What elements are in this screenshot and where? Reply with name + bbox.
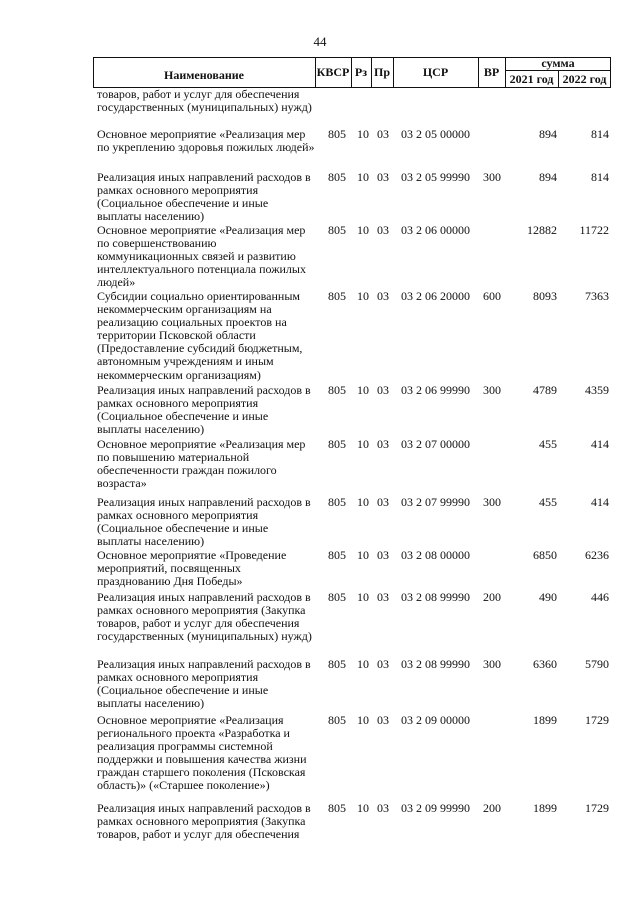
header-vr: ВР bbox=[483, 64, 500, 79]
row-rz: 10 bbox=[357, 437, 369, 451]
page-number: 44 bbox=[313, 34, 327, 49]
row-kvsr: 805 bbox=[328, 801, 346, 815]
row-s2021: 894 bbox=[539, 170, 557, 184]
row-rz: 10 bbox=[357, 657, 369, 671]
table-row bbox=[93, 224, 611, 289]
row-csr: 03 2 05 00000 bbox=[401, 127, 470, 141]
header-name: Наименование bbox=[164, 67, 244, 82]
row-name: Реализация иных направлений расходов в рамках основного мероприятия (Социальное обеспечение и иные выплаты населению) bbox=[97, 495, 311, 549]
row-csr: 03 2 06 99990 bbox=[401, 383, 470, 397]
row-csr: 03 2 08 00000 bbox=[401, 548, 470, 562]
row-pr: 03 bbox=[377, 548, 389, 562]
row-kvsr: 805 bbox=[328, 713, 346, 727]
table-row bbox=[93, 290, 611, 382]
row-s2022: 6236 bbox=[585, 548, 609, 562]
row-name: Субсидии социально ориентированным некоммерческим организациям на реализацию социальных проектов на территории Псковской области (Предоставление субсидий бюджетным, автономным учреждениям и иным некоммерческим организациям) bbox=[97, 289, 303, 382]
row-pr: 03 bbox=[377, 289, 389, 303]
row-rz: 10 bbox=[357, 713, 369, 727]
header-sum: сумма bbox=[541, 56, 575, 70]
row-s2021: 1899 bbox=[533, 801, 557, 815]
table-row bbox=[93, 384, 611, 436]
row-kvsr: 805 bbox=[328, 590, 346, 604]
table-row bbox=[93, 88, 611, 114]
row-s2022: 414 bbox=[591, 495, 609, 509]
row-name: Реализация иных направлений расходов в рамках основного мероприятия (Социальное обеспечение и иные выплаты населению) bbox=[97, 383, 311, 437]
table-header bbox=[93, 57, 611, 87]
header-2021: 2021 год bbox=[509, 71, 554, 86]
row-csr: 03 2 07 00000 bbox=[401, 437, 470, 451]
row-s2021: 894 bbox=[539, 127, 557, 141]
row-vr: 200 bbox=[483, 590, 501, 604]
table-row bbox=[93, 658, 611, 710]
row-name: Основное мероприятие «Реализация мер по совершенствованию коммуникационных связей и развитию интеллектуального потенциала пожилых людей» bbox=[97, 223, 306, 290]
row-vr: 300 bbox=[483, 657, 501, 671]
row-s2021: 490 bbox=[539, 590, 557, 604]
row-s2022: 814 bbox=[591, 170, 609, 184]
row-vr: 200 bbox=[483, 801, 501, 815]
row-csr: 03 2 05 99990 bbox=[401, 170, 470, 184]
header-csr: ЦСР bbox=[422, 64, 449, 79]
row-pr: 03 bbox=[377, 657, 389, 671]
row-csr: 03 2 09 99990 bbox=[401, 801, 470, 815]
row-s2022: 814 bbox=[591, 127, 609, 141]
row-vr: 600 bbox=[483, 289, 501, 303]
row-kvsr: 805 bbox=[328, 383, 346, 397]
header-rz: Рз bbox=[354, 64, 368, 79]
row-vr: 300 bbox=[483, 170, 501, 184]
row-csr: 03 2 07 99990 bbox=[401, 495, 470, 509]
row-rz: 10 bbox=[357, 548, 369, 562]
row-pr: 03 bbox=[377, 495, 389, 509]
row-s2022: 1729 bbox=[585, 713, 609, 727]
row-name: Реализация иных направлений расходов в рамках основного мероприятия (Социальное обеспечение и иные выплаты населению) bbox=[97, 657, 311, 711]
table-row bbox=[93, 171, 611, 223]
row-pr: 03 bbox=[377, 223, 389, 237]
row-s2021: 4789 bbox=[533, 383, 557, 397]
row-kvsr: 805 bbox=[328, 548, 346, 562]
row-s2022: 7363 bbox=[585, 289, 609, 303]
row-s2022: 446 bbox=[591, 590, 609, 604]
header-2022: 2022 год bbox=[562, 71, 607, 86]
table-row bbox=[93, 128, 611, 154]
row-name: Реализация иных направлений расходов в рамках основного мероприятия (Закупка товаров, работ и услуг для обеспечения bbox=[97, 801, 311, 842]
row-kvsr: 805 bbox=[328, 437, 346, 451]
row-rz: 10 bbox=[357, 289, 369, 303]
row-kvsr: 805 bbox=[328, 657, 346, 671]
row-name: Основное мероприятие «Проведение мероприятий, посвященных празднованию Дня Победы» bbox=[97, 548, 287, 589]
row-kvsr: 805 bbox=[328, 127, 346, 141]
row-s2022: 4359 bbox=[585, 383, 609, 397]
row-s2021: 1899 bbox=[533, 713, 557, 727]
header-pr: Пр bbox=[373, 64, 390, 79]
row-name: Реализация иных направлений расходов в рамках основного мероприятия (Закупка товаров, работ и услуг для обеспечения государственных (муниципальных) нужд) bbox=[97, 590, 312, 644]
row-s2021: 12882 bbox=[527, 223, 557, 237]
row-csr: 03 2 09 00000 bbox=[401, 713, 470, 727]
row-pr: 03 bbox=[377, 437, 389, 451]
row-rz: 10 bbox=[357, 383, 369, 397]
row-vr: 300 bbox=[483, 383, 501, 397]
row-vr: 300 bbox=[483, 495, 501, 509]
row-name: Основное мероприятие «Реализация мер по укреплению здоровья пожилых людей» bbox=[97, 127, 315, 155]
row-pr: 03 bbox=[377, 801, 389, 815]
row-s2022: 1729 bbox=[585, 801, 609, 815]
row-s2022: 11722 bbox=[579, 223, 609, 237]
row-s2021: 8093 bbox=[533, 289, 557, 303]
row-rz: 10 bbox=[357, 801, 369, 815]
row-rz: 10 bbox=[357, 127, 369, 141]
table-row bbox=[93, 496, 611, 548]
table-row bbox=[93, 591, 611, 643]
row-kvsr: 805 bbox=[328, 289, 346, 303]
row-rz: 10 bbox=[357, 170, 369, 184]
row-csr: 03 2 06 20000 bbox=[401, 289, 470, 303]
row-name: Основное мероприятие «Реализация мер по повышению материальной обеспеченности граждан пожилого возраста» bbox=[97, 437, 306, 491]
row-kvsr: 805 bbox=[328, 495, 346, 509]
row-pr: 03 bbox=[377, 383, 389, 397]
row-rz: 10 bbox=[357, 495, 369, 509]
row-s2021: 6360 bbox=[533, 657, 557, 671]
row-kvsr: 805 bbox=[328, 223, 346, 237]
row-csr: 03 2 08 99990 bbox=[401, 657, 470, 671]
row-name: товаров, работ и услуг для обеспечения государственных (муниципальных) нужд) bbox=[97, 87, 312, 115]
table-row bbox=[93, 549, 611, 588]
row-s2022: 5790 bbox=[585, 657, 609, 671]
table-row bbox=[93, 802, 611, 841]
row-rz: 10 bbox=[357, 590, 369, 604]
row-pr: 03 bbox=[377, 170, 389, 184]
row-s2022: 414 bbox=[591, 437, 609, 451]
row-s2021: 6850 bbox=[533, 548, 557, 562]
row-pr: 03 bbox=[377, 713, 389, 727]
header-kvsr: КВСР bbox=[316, 64, 350, 79]
row-csr: 03 2 06 00000 bbox=[401, 223, 470, 237]
row-kvsr: 805 bbox=[328, 170, 346, 184]
row-s2021: 455 bbox=[539, 495, 557, 509]
row-name: Основное мероприятие «Реализация регионального проекта «Разработка и реализация программы системной поддержки и повышения качества жизни граждан старшего поколения (Псковская область)» («Старшее поколение») bbox=[97, 713, 307, 793]
table-row bbox=[93, 714, 611, 793]
row-name: Реализация иных направлений расходов в рамках основного мероприятия (Социальное обеспечение и иные выплаты населению) bbox=[97, 170, 311, 224]
row-pr: 03 bbox=[377, 590, 389, 604]
row-rz: 10 bbox=[357, 223, 369, 237]
row-pr: 03 bbox=[377, 127, 389, 141]
row-s2021: 455 bbox=[539, 437, 557, 451]
row-csr: 03 2 08 99990 bbox=[401, 590, 470, 604]
table-row bbox=[93, 438, 611, 490]
